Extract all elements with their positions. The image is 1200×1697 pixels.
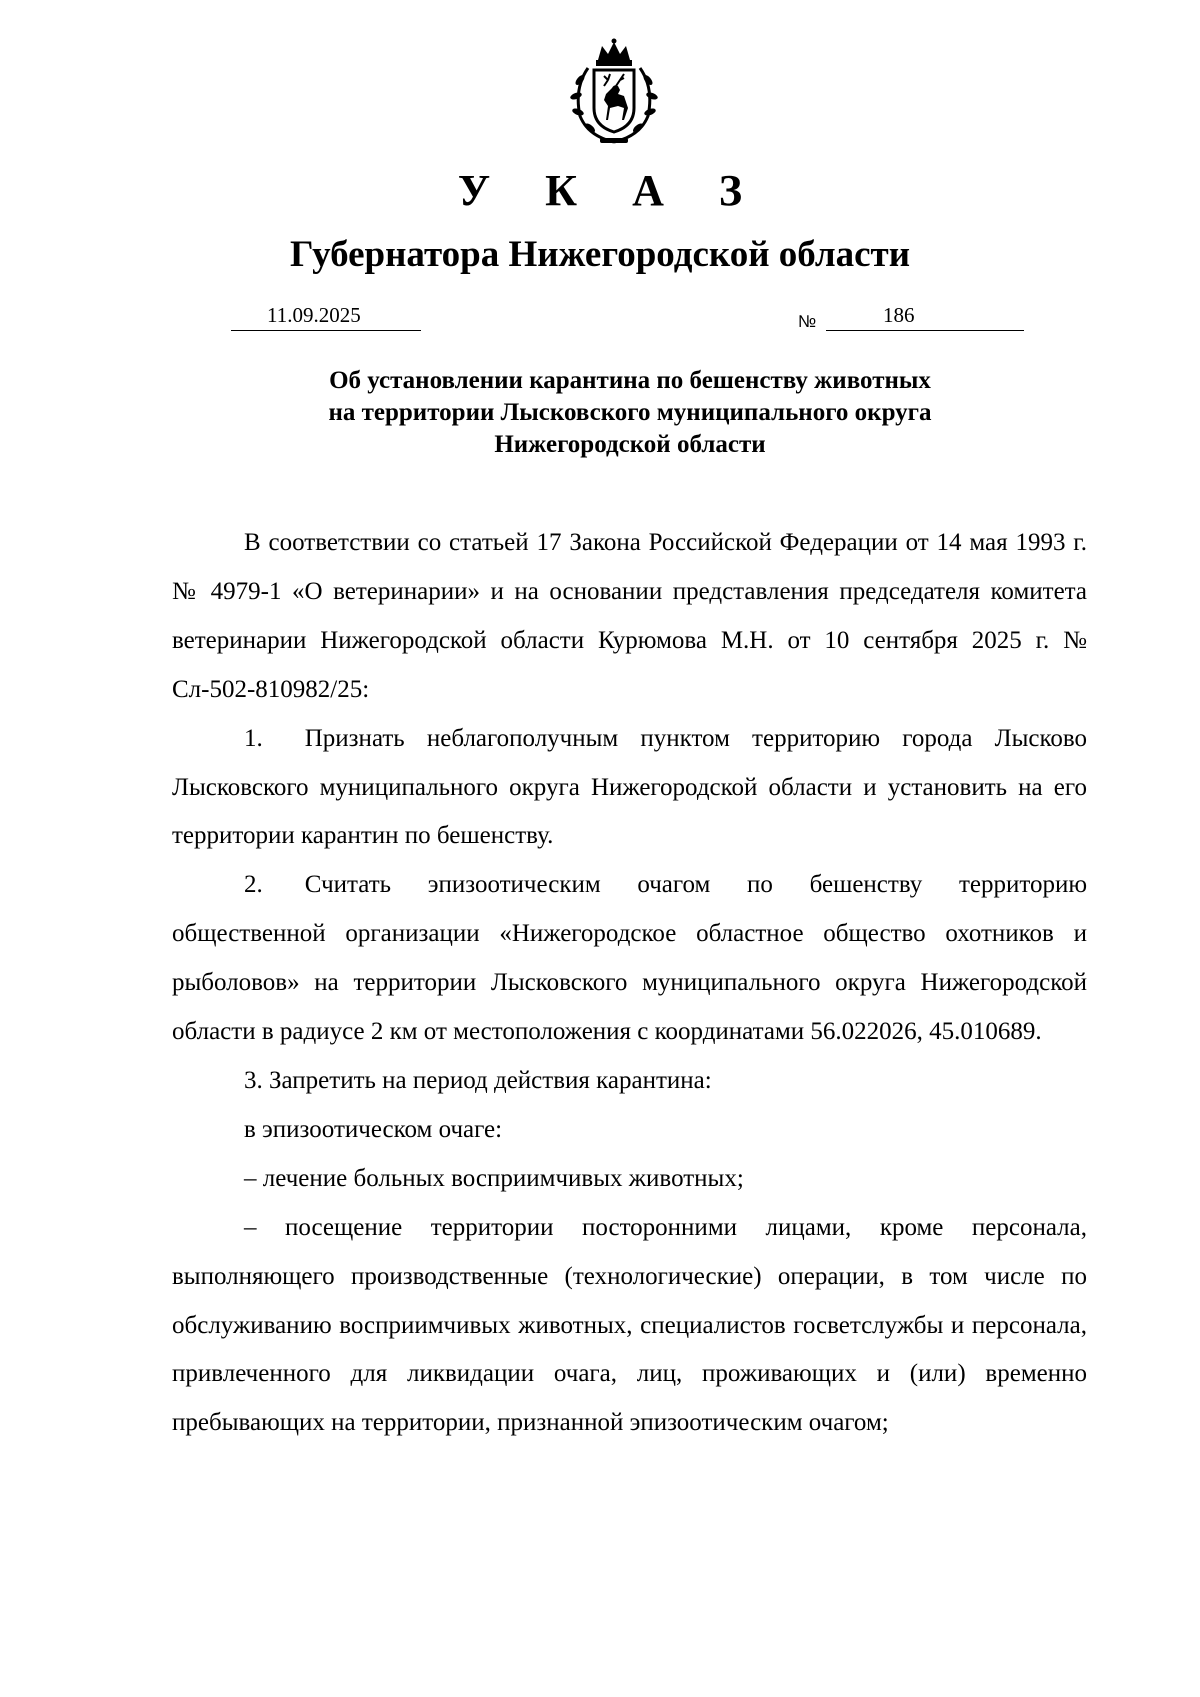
coat-of-arms-emblem	[558, 38, 670, 148]
decree-body	[172, 519, 1087, 1448]
item-2-number: 2.	[244, 871, 263, 899]
decree-title: У К А З	[457, 166, 765, 215]
item-1-paragraph	[172, 715, 1087, 862]
focus-heading: в эпизоотическом очаге:	[244, 1115, 503, 1143]
subject-line-1: Об установлении карантина по бешенству животных	[329, 367, 931, 394]
decree-number	[826, 300, 1024, 331]
subject-line-2: на территории Лысковского муниципального округа	[328, 399, 932, 426]
number-sign: №	[798, 312, 817, 331]
preamble-paragraph: В соответствии со статьей 17 Закона Российской Федерации от 14 мая 1993 г. № 4979-1 «О ветеринарии» и на основании представления председателя комитета ветеринарии Нижегородской области Курюмова М.Н. от 10 сентября 2025 г. № Сл-502-810982/25:	[172, 529, 1087, 703]
item-2-text: Считать эпизоотическим очагом по бешенству территорию общественной организации «Нижегородское областное общество охотников и рыболовов» на территории Лысковского муниципального округа Нижегородской области в радиусе 2 км от местоположения с координатами 56.022026, 45.010689.	[172, 871, 1087, 1046]
decree-number-value: 186	[883, 303, 915, 327]
dash-item-1: – лечение больных восприимчивых животных;	[244, 1164, 744, 1192]
subject-line-3: Нижегородской области	[494, 431, 766, 458]
decree-date	[231, 300, 421, 331]
item-1-number: 1.	[244, 724, 263, 752]
issuer-title: Губернатора Нижегородской области	[289, 234, 911, 275]
decree-subject	[0, 365, 1200, 461]
item-3-paragraph: 3. Запретить на период действия карантина:	[244, 1066, 712, 1094]
item-2-paragraph	[172, 861, 1087, 1057]
dash-item-2: – посещение территории посторонними лицами, кроме персонала, выполняющего производственные (технологические) операции, в том числе по обслуживанию восприимчивых животных, специалистов госветслужбы и персонала, привлеченного для ликвидации очага, лиц, проживающих и (или) временно пребывающих на территории, признанной эпизоотическим очагом;	[172, 1213, 1087, 1437]
decree-date-value: 11.09.2025	[267, 303, 361, 327]
item-1-text: Признать неблагополучным пунктом территорию города Лысково Лысковского муниципального округа Нижегородской области и установить на его территории карантин по бешенству.	[172, 724, 1087, 850]
